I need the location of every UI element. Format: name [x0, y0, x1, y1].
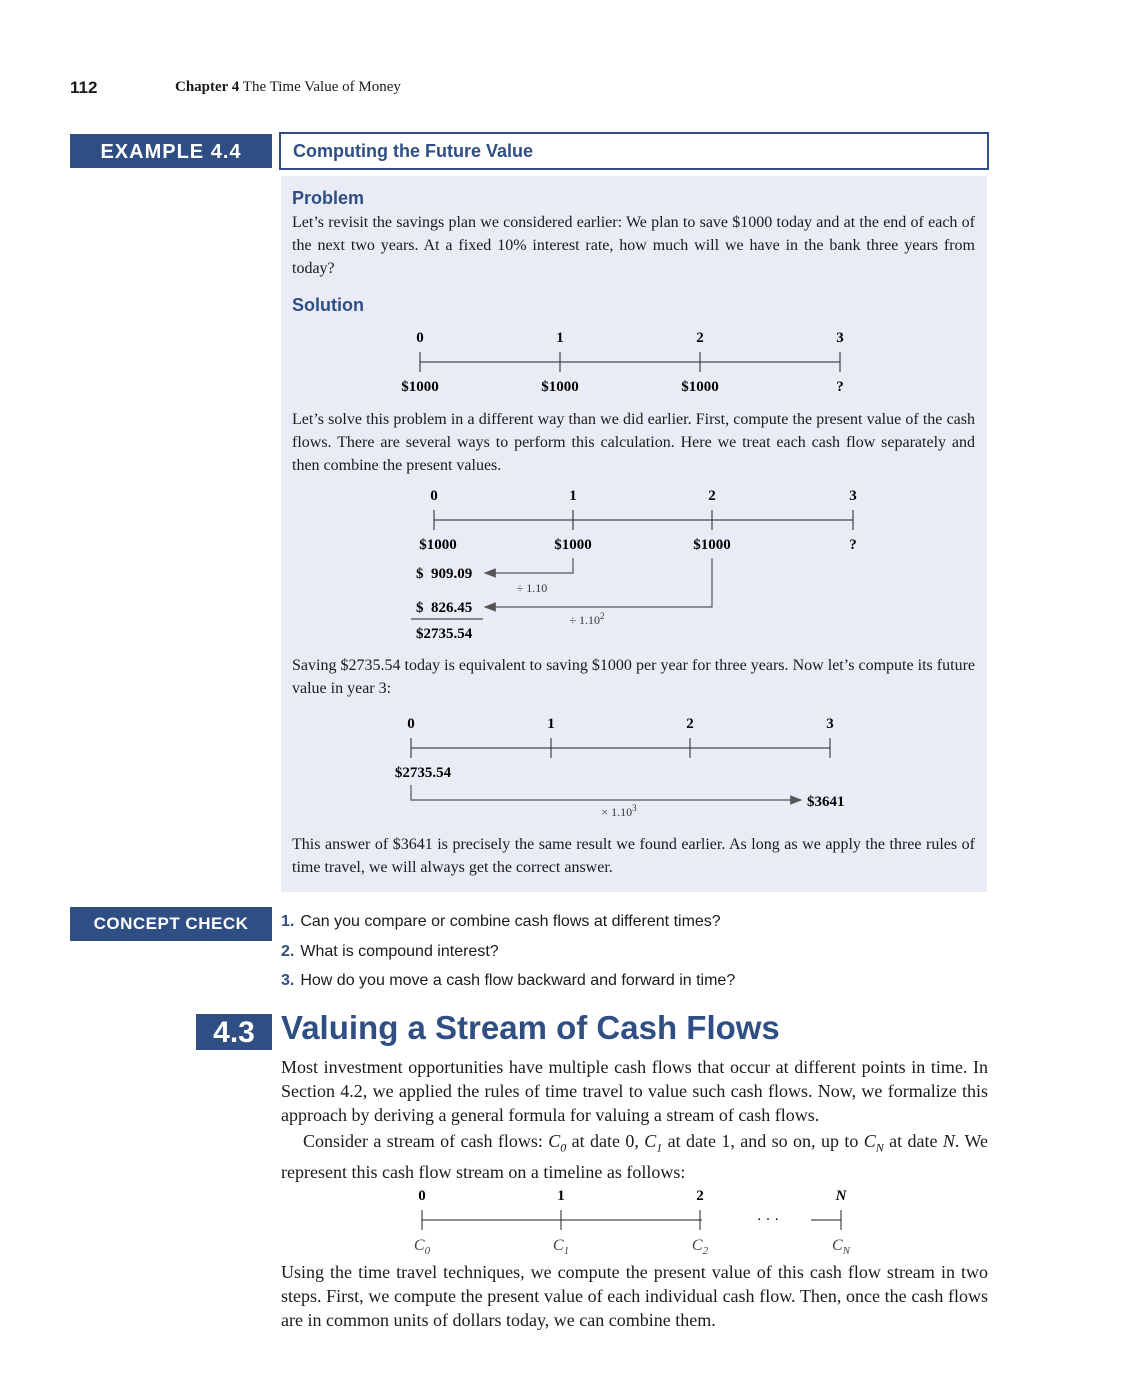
timeline-4-flow-2: $C_2$ [691, 1237, 709, 1257]
timeline-1-date-2: 2 [696, 330, 704, 346]
timeline-2-flow-1: $1000 [554, 537, 592, 553]
chapter-number: Chapter 4 [175, 79, 240, 95]
solution-heading: Solution [292, 295, 364, 315]
timeline-3-date-3: 3 [826, 716, 834, 732]
timeline-2 [281, 482, 987, 646]
concept-check-text-2: What is compound interest? [300, 943, 499, 960]
cn-symbol: $C_N$ [863, 1131, 884, 1155]
example-body [281, 176, 987, 892]
timeline-4-date-2: 2 [696, 1188, 704, 1204]
concept-check-num-1: 1. [281, 913, 295, 930]
pv-year-2: $ 826.45 [416, 600, 473, 616]
example-title-box [279, 132, 989, 170]
timeline-2-date-1: 1 [569, 488, 577, 504]
timeline-3-date-1: 1 [547, 716, 555, 732]
c0-symbol: $C_0$ [548, 1131, 567, 1155]
timeline-3-start-value: $2735.54 [394, 765, 452, 781]
discount-op-2: ÷ $1.10^2$ [569, 611, 605, 627]
timeline-1-date-3: 3 [836, 330, 844, 346]
concept-check-label: CONCEPT CHECK [70, 907, 272, 941]
solution-paragraph-3: This answer of $3641 is precisely the same result we found earlier. As long as we apply the three rules of time travel, we will always get the correct answer. [292, 836, 975, 876]
timeline-4-ellipsis: · · · [756, 1212, 780, 1228]
c1-symbol: $C_1$ [644, 1131, 663, 1155]
concept-check-num-2: 2. [281, 943, 295, 960]
solution-paragraph-2: Saving $2735.54 today is equivalent to saving $1000 per year for three years. Now let’s compute its future value in year 3: [292, 657, 975, 697]
example-label: EXAMPLE 4.4 [70, 134, 272, 168]
solution-paragraph-1: Let’s solve this problem in a different way than we did earlier. First, compute the present value of the cash flows. There are several ways to perform this calculation. Here we treat each cash flow separately and then combine the present values. [292, 411, 975, 474]
timeline-4-date-0: 0 [418, 1188, 426, 1204]
timeline-4-date-1: 1 [557, 1188, 565, 1204]
section-paragraph-1: Most investment opportunities have multiple cash flows that occur at different points in time. In Section 4.2, we applied the rules of time travel to value such cash flows. Now, we formalize this approach by deriving a general formula for valuing a stream of cash flows. [281, 1057, 988, 1125]
concept-check-item-3 [281, 972, 735, 990]
timeline-2-date-0: 0 [430, 488, 438, 504]
timeline-4-flow-1: $C_1$ [552, 1237, 570, 1257]
section-paragraph-3: Using the time travel techniques, we compute the present value of this cash flow stream in two steps. First, we compute the present value of each individual cash flow. Then, once the cash flows are in common units of dollars today, we can combine them. [281, 1262, 988, 1330]
problem-heading: Problem [292, 188, 365, 208]
timeline-2-date-2: 2 [708, 488, 716, 504]
discount-op-1: ÷ 1.10 [516, 581, 548, 595]
timeline-1 [281, 324, 987, 398]
section-title: Valuing a Stream of Cash Flows [281, 1009, 780, 1046]
pv-year-1: $ 909.09 [416, 566, 473, 582]
example-title: Computing the Future Value [293, 141, 534, 161]
timeline-4-date-N: N [835, 1188, 847, 1204]
concept-check-item-1 [281, 913, 721, 931]
problem-text: Let’s revisit the savings plan we considered earlier: We plan to save $1000 today and at the end of each of the next two years. At a fixed 10% interest rate, how much will we have in the bank three years from today? [292, 214, 975, 277]
pv-total: $2735.54 [416, 626, 473, 642]
timeline-4 [281, 1182, 988, 1258]
timeline-3-end-value: $3641 [807, 794, 845, 810]
timeline-3-date-2: 2 [686, 716, 694, 732]
timeline-1-flow-2: $1000 [681, 379, 719, 395]
concept-check-text-1: Can you compare or combine cash flows at different times? [300, 913, 721, 930]
timeline-2-flow-3: ? [849, 537, 857, 553]
timeline-1-flow-3: ? [836, 379, 844, 395]
concept-check-num-3: 3. [281, 972, 295, 989]
running-head [175, 79, 401, 96]
timeline-1-date-1: 1 [556, 330, 564, 346]
page-number: 112 [70, 78, 98, 97]
timeline-2-flow-2: $1000 [693, 537, 731, 553]
section-number: 4.3 [196, 1014, 272, 1050]
compound-arrow [411, 785, 801, 800]
concept-check-text-3: How do you move a cash flow backward and forward in time? [300, 972, 736, 989]
timeline-1-flow-0: $1000 [401, 379, 439, 395]
timeline-2-flow-0: $1000 [419, 537, 457, 553]
timeline-3-date-0: 0 [407, 716, 415, 732]
timeline-2-date-3: 3 [849, 488, 857, 504]
timeline-3 [281, 710, 987, 820]
concept-check-item-2 [281, 943, 499, 961]
timeline-4-flow-N: $C_N$ [831, 1237, 851, 1257]
timeline-1-flow-1: $1000 [541, 379, 579, 395]
chapter-title: The Time Value of Money [242, 79, 401, 95]
compound-op: × $1.10^3$ [601, 803, 637, 819]
discount-arrow-1 [485, 558, 573, 573]
timeline-4-flow-0: $C_0$ [413, 1237, 431, 1257]
timeline-1-date-0: 0 [416, 330, 424, 346]
section-paragraph-2: Consider a stream of cash flows: $C_0$ at date 0, $C_1$ at date 1, and so on, up to $C_N$ at date N. We represent this cash flow stream on a timeline as follows: [281, 1131, 989, 1182]
